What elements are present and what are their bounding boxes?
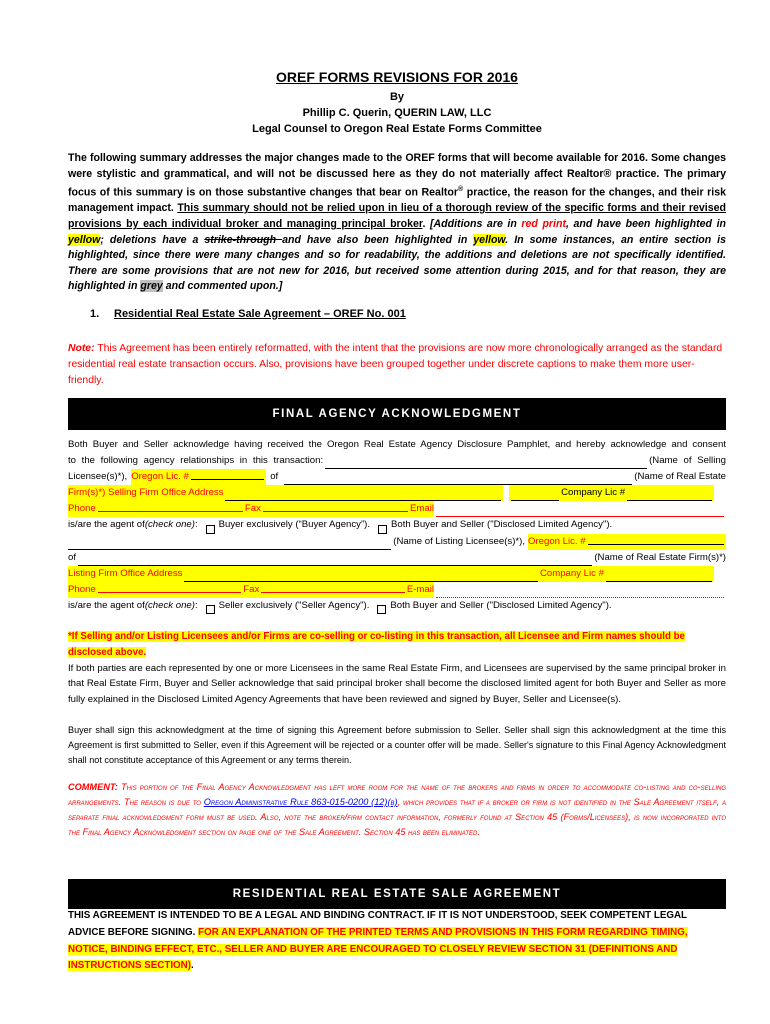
signature-paragraph: Buyer shall sign this acknowledgment at the time of signing this Agreement before submission to Seller. Seller shall sign this acknowledgment at the time this Agreement is first submitted to Seller, even if this Agreement will be rejected or a counter offer will be made. Seller's signature to this Final Agency Acknowledgment shall not constitute acceptance of this Agreement or any terms therein. — [68, 725, 726, 766]
legend-text: . In some instances, an entire section is highlighted, since there were many changes and so for readability, the additions and deletions are not specifically identified. There are some provisions that are not new for 2016, but received some attention during 2015, and for that reason, they are highlighted in — [68, 233, 727, 293]
form-text: Both Buyer and Seller ("Disclosed Limited Agency"). — [390, 599, 612, 611]
form-text: is/are the agent of — [68, 519, 145, 531]
legend-strike: strike-through — [204, 233, 283, 246]
office-address-field[interactable] — [225, 490, 501, 501]
legal-notice — [68, 908, 726, 975]
listing-address-field[interactable] — [184, 571, 537, 582]
email-label: E-mail — [406, 583, 434, 595]
oar-rule-link[interactable]: Oregon Administrative Rule 863-015-0200 (12)(b) — [203, 797, 398, 807]
oregon-lic-label: Oregon Lic. # — [131, 471, 189, 483]
note — [68, 341, 726, 390]
comment-text: This portion of the Final Agency Acknowledgment has left more room for the name of the brokers and firms in order to accommodate co-listing and co-selling arrangements. The reason is due to — [68, 782, 726, 807]
form-text: (check one) — [144, 599, 195, 611]
form-text: Both Buyer and Seller ("Disclosed Limited Agency"). — [391, 519, 613, 531]
comment-label: COMMENT: — [68, 782, 118, 792]
fax-label: Fax — [244, 503, 261, 515]
form-text: of — [68, 551, 77, 563]
legend-text: ; deletions have a — [100, 233, 205, 246]
listing-company-lic-field[interactable] — [606, 571, 712, 582]
form-text: Licensee(s)*), — [68, 471, 128, 483]
section-title: Residential Real Estate Sale Agreement – OREF No. 001 — [114, 308, 406, 320]
company-lic-label: Company Lic # — [539, 567, 604, 579]
intro-text: The following summary addresses the major changes made to the OREF forms that will become available for 2016. Some changes were stylistic and grammatical, and will not be discussed here as they do not materially affect Realtor® practice. The primary focus of this summary is on those substantive changes that bear on Realtor — [68, 152, 726, 199]
listing-phone-field[interactable] — [98, 582, 242, 593]
form-text: (check one) — [144, 519, 195, 531]
both-limited-agency-checkbox[interactable] — [378, 525, 387, 534]
listing-licensee-field[interactable] — [68, 539, 391, 550]
form-text: to the following agency relationships in this transaction: — [68, 455, 324, 467]
phone-label: Phone — [68, 503, 96, 515]
legend-text: and have also been highlighted in — [282, 233, 474, 246]
legend-text: , and have been highlighted in — [565, 217, 726, 230]
email-field[interactable] — [436, 506, 724, 517]
registered-mark: ® — [458, 186, 464, 194]
fax-field[interactable] — [263, 501, 408, 512]
note-label: Note: — [68, 343, 95, 354]
company-lic-label: Company Lic # — [561, 487, 626, 499]
selling-firm-field[interactable] — [284, 474, 632, 485]
listing-firm-field[interactable] — [78, 555, 592, 566]
intro-disclaimer: This summary should not be relied upon in lieu of a thorough review of the specific forms and their revised provisions by each individual broker and managing principal broker — [68, 202, 726, 230]
form-text: (Name of Selling — [649, 455, 726, 467]
intro-text: . — [422, 217, 430, 230]
intro-paragraph — [68, 151, 726, 295]
form-text: (Name of Listing Licensee(s)*), — [393, 535, 525, 547]
legend-red: red print — [521, 217, 566, 230]
listing-fax-field[interactable] — [261, 582, 405, 593]
both-limited-agency-checkbox[interactable] — [377, 605, 386, 614]
legal-notice-text: THIS AGREEMENT IS INTENDED TO BE A LEGAL AND BINDING CONTRACT. IF IT IS NOT UNDERSTOOD, SEEK COMPETENT LEGAL ADVICE BEFORE SIGNING. — [68, 910, 687, 938]
byline: By — [389, 91, 405, 103]
author-role: Legal Counsel to Oregon Real Estate Forms Committee — [252, 123, 542, 135]
legend-text: and commented upon.] — [162, 280, 283, 293]
form-text: : — [194, 599, 198, 611]
legend-text: [Additions are in — [429, 217, 522, 230]
buyer-exclusive-checkbox[interactable] — [206, 525, 215, 534]
form-text: (Name of Real Estate — [634, 471, 726, 483]
comment-text: , which provides that if a broker or firm is not identified in the Sale Agreement itself, a separate final acknowledgment form must be used. Also, note the broker/firm contact information, formerly found at Section 45 (Forms/Licensees), is now incorporated into the Final Agency Acknowledgment section on page one of the Sale Agreement. Section 45 has been eliminated. — [68, 797, 726, 837]
listing-address-label: Listing Firm Office Address — [68, 567, 183, 579]
listing-email-field[interactable] — [436, 587, 724, 598]
section-heading — [90, 308, 748, 320]
phone-label: Phone — [68, 583, 96, 595]
form-text: is/are the agent of — [68, 599, 145, 611]
intro-text: practice, the reason for the changes, and their risk management impact. — [68, 186, 726, 215]
co-listing-note-text: *If Selling and/or Listing Licensees and/or Firms are co-selling or co-listing in this transaction, all Licensee and Firm names should be disclosed above. — [68, 631, 685, 658]
agency-form — [68, 437, 726, 614]
co-listing-note — [68, 629, 726, 660]
legal-notice-highlight: FOR AN EXPLANATION OF THE PRINTED TERMS AND PROVISIONS IN THIS FORM REGARDING TIMING, NOTICE, BINDING EFFECT, ETC., SELLER AND BUYER ARE ENCOURAGED TO CLOSELY REVIEW SECTION 31 (DEFINITIONS AND INSTRUCTIONS SECTION) — [68, 926, 688, 972]
form-text: Both Buyer and Seller acknowledge having received the Oregon Real Estate Agency Disclosure Pamphlet, and hereby acknowledge and consent — [68, 439, 726, 450]
email-label: Email — [410, 503, 434, 515]
comment — [68, 780, 726, 840]
office-address-label: Firm(s)*) Selling Firm Office Address — [68, 487, 224, 499]
fax-label: Fax — [243, 583, 260, 595]
note-text: This Agreement has been entirely reformatted, with the intent that the provisions are now more chronologically arranged as the standard residential real estate transaction occurs. Also, provisions have been grouped together under discrete captions to make them more user-friendly. — [68, 343, 723, 387]
form-text: of — [270, 471, 279, 483]
form-text: (Name of Real Estate Firm(s)*) — [594, 551, 726, 563]
legend-yellow: yellow — [68, 233, 101, 246]
page-title: OREF FORMS REVISIONS FOR 2016 — [276, 69, 518, 85]
limited-agency-paragraph: If both parties are each represented by one or more Licensees in the same Real Estate Firm, and Licensees are supervised by the same principal broker in that Real Estate Firm, Buyer and Seller acknowledge that said principal broker shall become the disclosed limited agent for both Buyer and Seller as more fully explained in the Disclosed Limited Agency Agreements that have been reviewed and signed by Buyer, Seller and Licensee(s). — [68, 663, 726, 705]
oregon-lic-label: Oregon Lic. # — [528, 535, 586, 547]
oregon-lic-field[interactable] — [191, 469, 264, 480]
sale-agreement-header: RESIDENTIAL REAL ESTATE SALE AGREEMENT — [68, 879, 726, 909]
company-lic-field[interactable] — [627, 490, 712, 501]
final-agency-header: FINAL AGENCY ACKNOWLEDGMENT — [68, 398, 726, 430]
seller-exclusive-checkbox[interactable] — [206, 605, 215, 614]
author: Phillip C. Querin, QUERIN LAW, LLC — [302, 107, 492, 119]
legend-yellow: yellow — [473, 233, 506, 246]
legend-grey: grey — [140, 280, 163, 293]
form-text: Buyer exclusively (“Buyer Agency”). — [218, 519, 371, 531]
legal-notice-text: . — [191, 960, 194, 972]
spacer-line — [511, 490, 559, 501]
selling-licensee-field[interactable] — [325, 458, 647, 469]
listing-lic-field[interactable] — [588, 534, 724, 545]
section-number: 1. — [90, 308, 100, 320]
form-text: Seller exclusively ("Seller Agency"). — [218, 599, 370, 611]
phone-field[interactable] — [98, 501, 243, 512]
form-text: : — [194, 519, 198, 531]
